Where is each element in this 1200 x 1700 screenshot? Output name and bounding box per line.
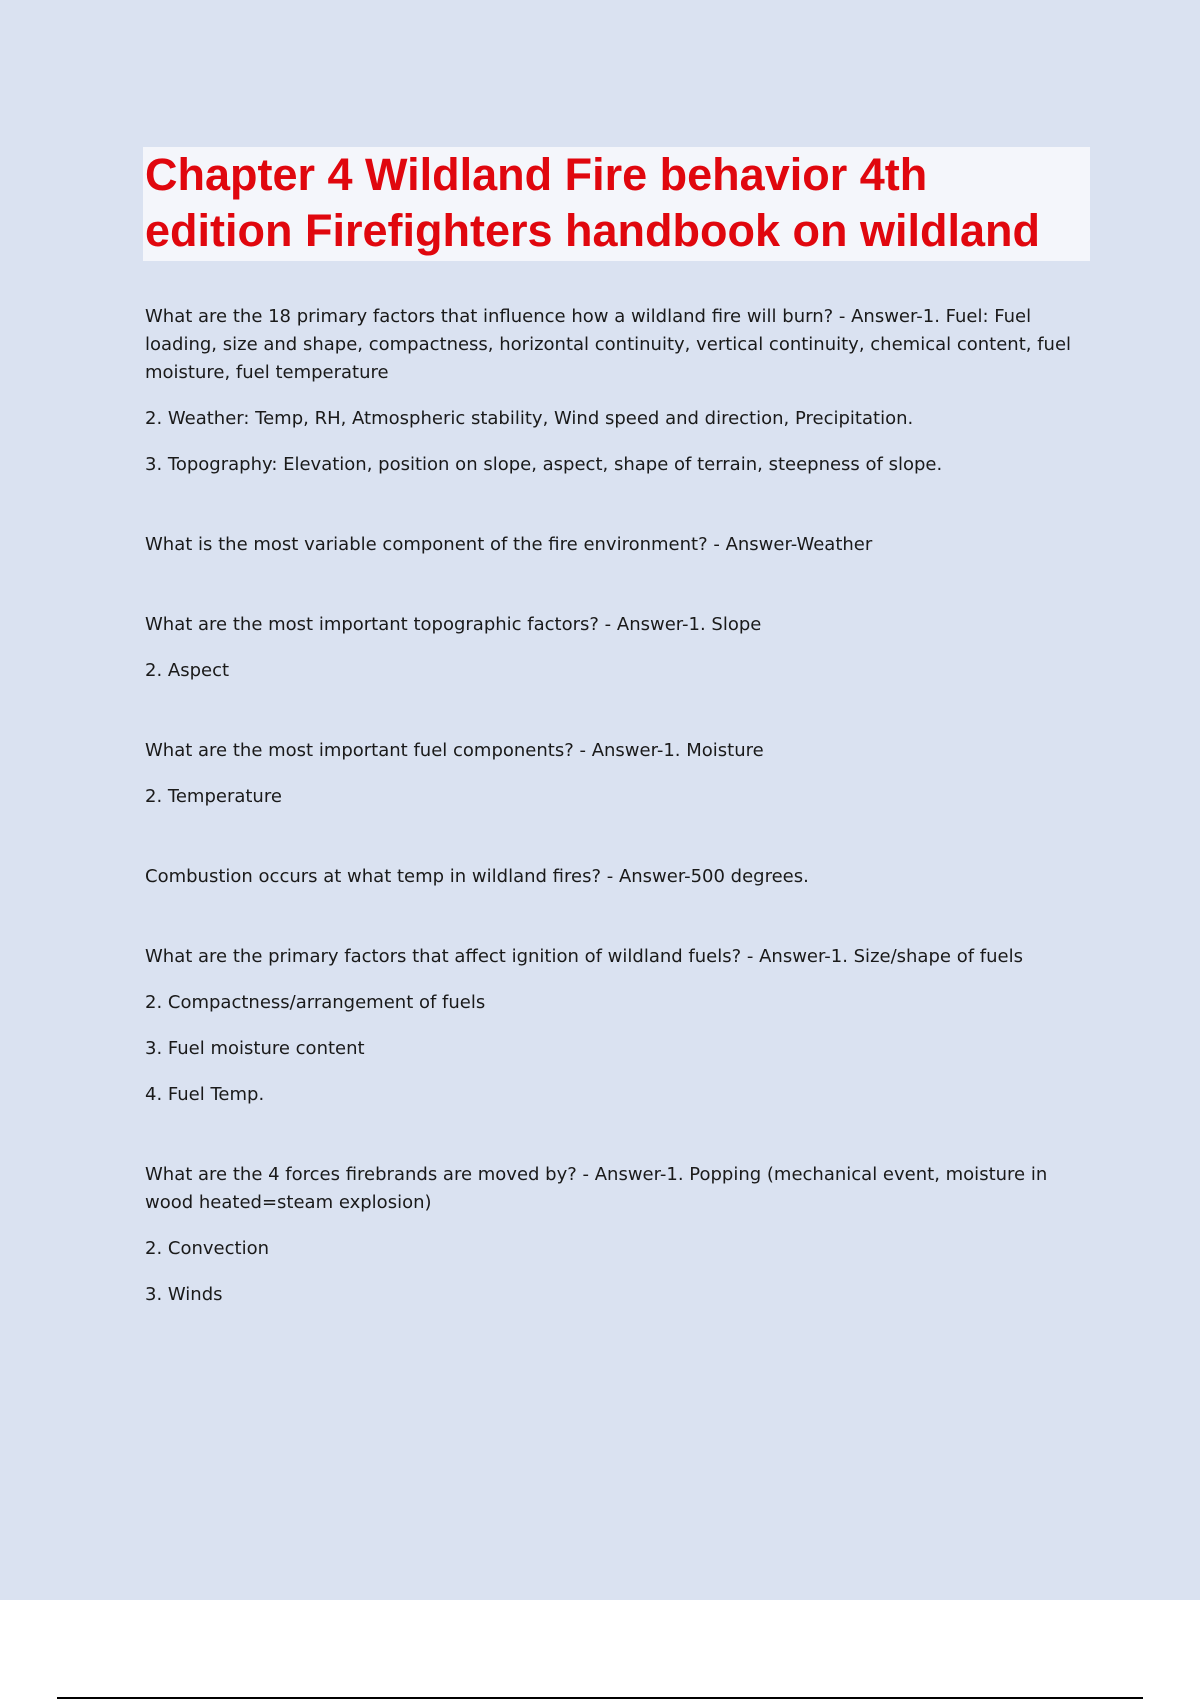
qa-block xyxy=(145,1161,1090,1309)
qa-line: 2. Compactness/arrangement of fuels xyxy=(145,992,486,1013)
qa-line: 3. Winds xyxy=(145,1284,223,1305)
document-content xyxy=(145,147,1090,1361)
footer-divider xyxy=(57,1697,1143,1699)
title-box xyxy=(143,147,1090,261)
qa-line: 2. Convection xyxy=(145,1238,269,1259)
qa-line: What are the most important fuel components? - Answer-1. Moisture xyxy=(145,740,764,761)
qa-line: What are the 18 primary factors that influence how a wildland fire will burn? - Answer-1. Fuel: Fuel loading, size and shape, compactness, horizontal continuity, vertical continuity, chemical content, fuel moisture, fuel temperature xyxy=(145,306,1072,383)
qa-line: What are the most important topographic factors? - Answer-1. Slope xyxy=(145,614,762,635)
qa-line: Combustion occurs at what temp in wildland fires? - Answer-500 degrees. xyxy=(145,866,809,887)
qa-line: 3. Fuel moisture content xyxy=(145,1038,365,1059)
qa-block xyxy=(145,531,1090,559)
qa-line: 2. Temperature xyxy=(145,786,282,807)
qa-line: 3. Topography: Elevation, position on slope, aspect, shape of terrain, steepness of slope. xyxy=(145,454,943,475)
qa-block xyxy=(145,303,1090,479)
qa-line: 2. Aspect xyxy=(145,660,230,681)
qa-line: 2. Weather: Temp, RH, Atmospheric stability, Wind speed and direction, Precipitation. xyxy=(145,408,914,429)
qa-line: What are the primary factors that affect ignition of wildland fuels? - Answer-1. Size/shape of fuels xyxy=(145,946,1023,967)
qa-block xyxy=(145,611,1090,685)
qa-line: What are the 4 forces firebrands are moved by? - Answer-1. Popping (mechanical event, moisture in wood heated=steam explosion) xyxy=(145,1164,1048,1213)
qa-block xyxy=(145,863,1090,891)
qa-block xyxy=(145,943,1090,1109)
qa-block xyxy=(145,737,1090,811)
document-title: Chapter 4 Wildland Fire behavior 4th edition Firefighters handbook on wildland xyxy=(145,149,1040,256)
qa-line: What is the most variable component of the fire environment? - Answer-Weather xyxy=(145,534,873,555)
qa-line: 4. Fuel Temp. xyxy=(145,1084,265,1105)
